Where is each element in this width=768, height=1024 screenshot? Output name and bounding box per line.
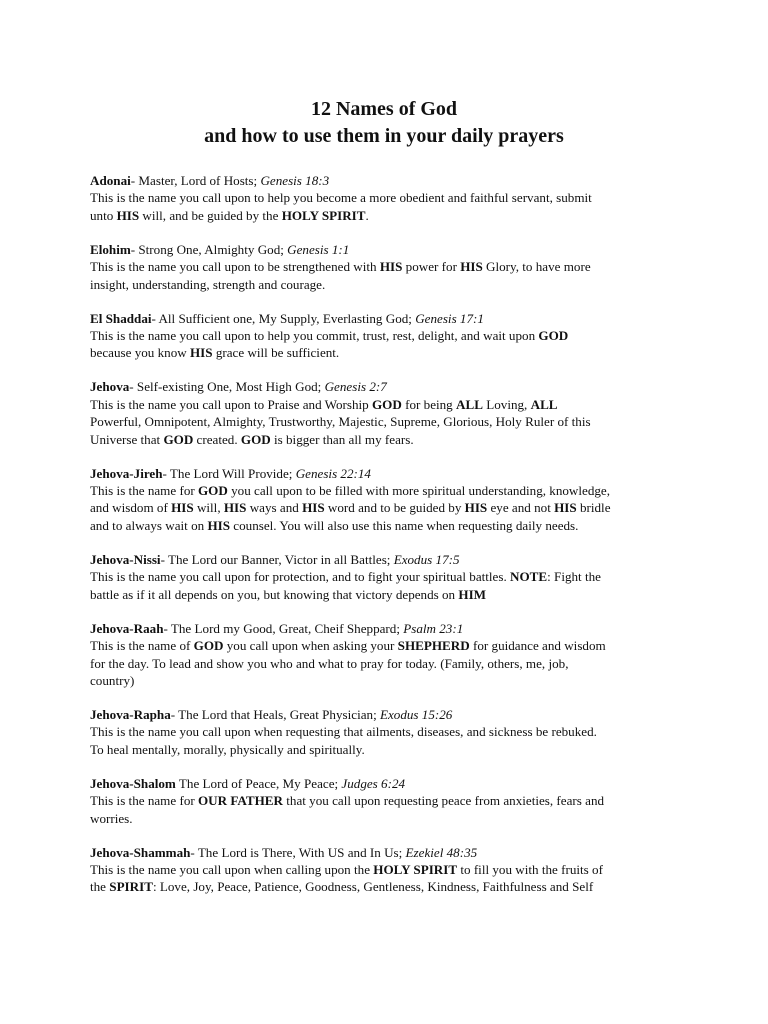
description-text: counsel. You will also use this name when requesting daily needs. [230, 517, 579, 533]
scripture-reference: Exodus 15:26 [379, 706, 453, 722]
emphasized-text: OUR FATHER [198, 793, 283, 809]
name-entry [90, 378, 690, 448]
description-text: you call upon to be filled with more spiritual understanding, knowledge, [227, 483, 611, 499]
description-line [90, 517, 690, 534]
document-title [0, 96, 768, 150]
description-text: that you call upon requesting peace from anxieties, fears and [283, 793, 605, 809]
description-text: to fill you with the fruits of [457, 861, 603, 877]
name-separator: - [160, 551, 168, 567]
emphasized-text: GOD [198, 483, 228, 499]
emphasized-text: ALL [456, 396, 483, 412]
description-line [90, 189, 690, 206]
emphasized-text: HIS [207, 517, 231, 533]
names-list [90, 172, 690, 912]
name-entry [90, 844, 690, 896]
name-entry [90, 775, 690, 827]
divine-name: Elohim [90, 241, 131, 257]
name-entry [90, 172, 690, 224]
emphasized-text: HOLY SPIRIT [373, 861, 458, 877]
name-separator: - [129, 379, 137, 395]
description-text: unto [90, 207, 117, 223]
scripture-reference: Judges 6:24 [341, 775, 406, 791]
description-line [90, 861, 690, 878]
emphasized-text: HIM [458, 586, 487, 602]
name-meaning: The Lord is There, With US and In Us; [197, 844, 406, 860]
description-text: Powerful, Omnipotent, Almighty, Trustworthy, Majestic, Supreme, Glorious, Holy Ruler of this [90, 414, 591, 430]
emphasized-text: HIS [460, 259, 483, 275]
description-line [90, 878, 690, 895]
name-entry [90, 241, 690, 293]
scripture-reference: Genesis 17:1 [415, 310, 484, 326]
emphasized-text: HIS [554, 500, 577, 516]
description-line [90, 810, 690, 827]
name-separator: - [163, 620, 171, 636]
description-line [90, 276, 690, 293]
emphasized-text: HIS [464, 500, 488, 516]
description-text: for guidance and wisdom [469, 638, 606, 654]
emphasized-text: HIS [223, 500, 247, 516]
name-meaning: Self-existing One, Most High God; [136, 379, 325, 395]
emphasized-text: GOD [538, 328, 569, 344]
name-meaning: Master, Lord of Hosts; [138, 173, 261, 188]
description-text: word and to be guided by [324, 500, 465, 516]
description-text: you call upon when asking your [223, 638, 398, 654]
description-line [90, 637, 690, 654]
scripture-reference: Exodus 17:5 [393, 551, 460, 567]
description-text: the [90, 879, 110, 895]
name-entry [90, 465, 690, 535]
description-text: This is the name of [90, 638, 194, 654]
divine-name: Jehova-Shalom [90, 775, 176, 791]
emphasized-text: GOD [372, 396, 402, 412]
entry-heading [90, 775, 690, 792]
name-meaning: Strong One, Almighty God; [138, 241, 288, 257]
description-text: will, [193, 500, 224, 516]
description-text: Loving, [482, 396, 531, 412]
description-text: Glory, to have more [482, 259, 591, 275]
description-text: ways and [246, 500, 303, 516]
divine-name: Jehova-Nissi [90, 551, 161, 567]
description-text: This is the name you call upon when calling upon the [90, 861, 374, 877]
scripture-reference: Genesis 1:1 [287, 241, 350, 257]
description-line [90, 258, 690, 275]
description-text: for the day. To lead and show you who and what to pray for today. (Family, others, me, job, [90, 655, 569, 671]
description-text: worries. [90, 810, 133, 826]
description-text: for being [401, 396, 457, 412]
description-line [90, 482, 690, 499]
description-line [90, 741, 690, 758]
description-text: To heal mentally, morally, physically and spiritually. [90, 741, 365, 757]
description-line [90, 672, 690, 689]
name-separator: - [170, 706, 179, 722]
entry-heading [90, 378, 690, 395]
description-text: insight, understanding, strength and courage. [90, 276, 326, 292]
description-text: : Love, Joy, Peace, Patience, Goodness, Gentleness, Kindness, Faithfulness and Self [152, 879, 594, 895]
description-text: This is the name you call upon for protection, and to fight your spiritual battles. [90, 569, 511, 585]
entry-heading [90, 172, 690, 189]
emphasized-text: GOD [193, 638, 224, 654]
name-separator: - [130, 241, 139, 257]
description-text: This is the name you call upon to Praise and Worship [90, 396, 372, 412]
name-meaning: The Lord my Good, Great, Cheif Sheppard; [170, 620, 404, 636]
description-text: This is the name you call upon to help you commit, trust, rest, delight, and wait upon [90, 328, 539, 344]
name-separator: - [130, 173, 139, 188]
entry-heading [90, 241, 690, 258]
description-text: grace will be sufficient. [212, 345, 340, 361]
description-line [90, 413, 690, 430]
emphasized-text: ALL [530, 396, 558, 412]
description-line [90, 568, 690, 585]
entry-heading [90, 620, 690, 637]
description-text: This is the name you call upon when requesting that ailments, diseases, and sickness be rebuked. [90, 724, 597, 740]
entry-heading [90, 706, 690, 723]
emphasized-text: GOD [240, 431, 271, 447]
name-meaning: The Lord that Heals, Great Physician; [178, 706, 380, 722]
name-separator: - [151, 310, 159, 326]
description-text: and wisdom of [90, 500, 172, 516]
name-entry [90, 551, 690, 603]
divine-name: Adonai [90, 173, 131, 188]
divine-name: Jehova-Raah [90, 620, 164, 636]
emphasized-text: HIS [190, 345, 213, 361]
emphasized-text: SPIRIT [109, 879, 153, 895]
description-line [90, 499, 690, 516]
description-text: country) [90, 672, 135, 688]
description-text: power for [402, 259, 461, 275]
name-meaning: The Lord of Peace, My Peace; [178, 775, 342, 791]
name-meaning: All Sufficient one, My Supply, Everlasting God; [158, 310, 416, 326]
name-entry [90, 620, 690, 690]
entry-heading [90, 465, 690, 482]
description-text: because you know [90, 345, 190, 361]
emphasized-text: NOTE [510, 569, 548, 585]
scripture-reference: Ezekiel 48:35 [405, 844, 478, 860]
description-text: Universe that [90, 431, 164, 447]
emphasized-text: HIS [116, 207, 140, 223]
name-meaning: The Lord our Banner, Victor in all Battles; [167, 551, 394, 567]
divine-name: Jehova-Rapha [90, 706, 171, 722]
description-text: is bigger than all my fears. [270, 431, 414, 447]
description-line [90, 327, 690, 344]
divine-name: Jehova [90, 379, 130, 395]
name-separator: - [162, 465, 170, 481]
description-line [90, 207, 690, 224]
title-line-1: 12 Names of God [310, 98, 458, 120]
description-text: This is the name for [90, 793, 198, 809]
description-text: created. [193, 431, 241, 447]
divine-name: Jehova-Shammah [90, 844, 191, 860]
description-line [90, 586, 690, 603]
description-line [90, 431, 690, 448]
description-text: This is the name for [90, 483, 198, 499]
description-text: will, and be guided by the [139, 207, 282, 223]
description-line [90, 396, 690, 413]
description-text: This is the name you call upon to help you become a more obedient and faithful servant, submit [90, 190, 592, 206]
description-text: . [365, 207, 369, 223]
emphasized-text: SHEPHERD [397, 638, 470, 654]
description-text: eye and not [487, 500, 555, 516]
description-text: bridle [576, 500, 611, 516]
name-entry [90, 706, 690, 758]
description-text: : Fight the [547, 569, 601, 585]
divine-name: Jehova-Jireh [90, 465, 163, 481]
entry-heading [90, 310, 690, 327]
name-meaning: The Lord Will Provide; [169, 465, 296, 481]
description-text: This is the name you call upon to be strengthened with [90, 259, 380, 275]
emphasized-text: GOD [163, 431, 194, 447]
emphasized-text: HIS [379, 259, 403, 275]
description-line [90, 344, 690, 361]
entry-heading [90, 551, 690, 568]
description-line [90, 792, 690, 809]
scripture-reference: Genesis 18:3 [260, 173, 330, 188]
emphasized-text: HIS [302, 500, 325, 516]
description-line [90, 655, 690, 672]
scripture-reference: Genesis 22:14 [295, 465, 371, 481]
divine-name: El Shaddai [90, 310, 152, 326]
name-separator: - [190, 844, 198, 860]
emphasized-text: HOLY SPIRIT [281, 207, 366, 223]
name-entry [90, 310, 690, 362]
title-line-2: and how to use them in your daily prayers [204, 125, 564, 147]
description-text: battle as if it all depends on you, but knowing that victory depends on [90, 586, 459, 602]
entry-heading [90, 844, 690, 861]
scripture-reference: Psalm 23:1 [403, 620, 464, 636]
description-text: and to always wait on [90, 517, 208, 533]
scripture-reference: Genesis 2:7 [324, 379, 387, 395]
description-line [90, 723, 690, 740]
emphasized-text: HIS [171, 500, 194, 516]
